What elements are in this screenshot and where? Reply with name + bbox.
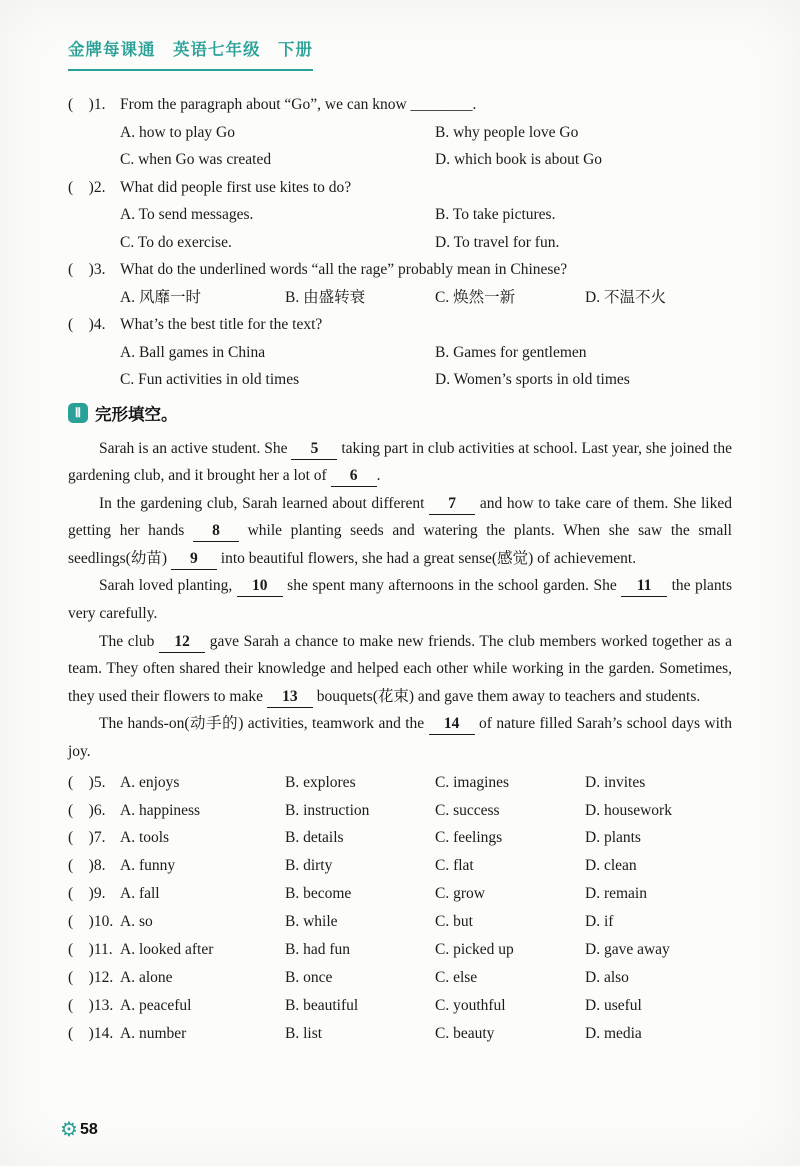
option: B. become: [285, 885, 352, 903]
answer-bracket: ( )10.: [68, 913, 114, 931]
answer-bracket: ( )8.: [68, 857, 106, 875]
option: B. dirty: [285, 857, 333, 875]
option: D. which book is about Go: [435, 151, 603, 168]
book-title: 金牌每课通 英语七年级 下册: [68, 36, 313, 71]
answer-bracket: ( )12.: [68, 968, 114, 986]
passage-text: bouquets(花束) and gave them away to teachers and students.: [312, 687, 701, 705]
passage-text: Sarah is an active student. She: [99, 439, 292, 457]
option: B. explores: [285, 773, 356, 791]
cloze-blank: 10: [237, 576, 283, 597]
option: A. funny: [120, 857, 176, 875]
page-number: 58: [79, 1121, 98, 1138]
page-footer: [60, 1120, 98, 1140]
cloze-section-title: 完形填空。: [95, 405, 178, 424]
answer-bracket: ( )7.: [68, 829, 106, 847]
option: B. To take pictures.: [435, 206, 556, 223]
page-header: [68, 36, 732, 71]
option: D. housework: [585, 801, 672, 819]
option: C. imagines: [435, 773, 510, 791]
answer-bracket: ( )2.: [68, 178, 106, 196]
passage-text: while planting seeds and watering the plants. When she saw the small seedlings(幼苗): [68, 522, 732, 567]
passage-text: In the gardening club, Sarah learned about different: [99, 494, 430, 512]
passage-text: Sarah loved planting,: [99, 577, 237, 595]
cloze-question-row: [68, 797, 732, 825]
answer-bracket: ( )9.: [68, 885, 106, 903]
section-number-badge: Ⅱ: [68, 403, 88, 423]
option: C. success: [435, 801, 500, 819]
cloze-blank: 11: [621, 576, 667, 597]
option: B. had fun: [285, 941, 351, 959]
passage-text: of nature filled Sarah’s school days with joy.: [68, 715, 732, 761]
passage-text: she spent many afternoons in the school garden. She: [282, 577, 622, 595]
option: D. clean: [585, 857, 637, 875]
cloze-blank: 13: [267, 687, 313, 708]
gear-icon: ⚙: [60, 1119, 78, 1141]
question-stem-line: [68, 91, 732, 119]
cloze-question-row: [68, 852, 732, 880]
option: C. To do exercise.: [120, 233, 232, 251]
passage-text: The club: [99, 632, 160, 650]
answer-bracket: ( )14.: [68, 1024, 114, 1042]
option: A. looked after: [120, 941, 214, 959]
option: D. plants: [585, 829, 641, 847]
option: D. if: [585, 913, 614, 931]
options-grid: [68, 201, 732, 256]
option: D. 不温不火: [585, 288, 666, 306]
option: C. flat: [435, 857, 474, 875]
option: C. picked up: [435, 941, 514, 959]
passage-text: and how to take care of them. She liked getting her hands: [68, 494, 732, 540]
passage-text: .: [376, 467, 381, 485]
passage-text: gave Sarah a chance to make new friends. The club members worked together as a team. They often shared their knowledge and helped each other while working in the garden. Sometimes, they used their flowers to make: [68, 632, 732, 705]
cloze-paragraph: [68, 628, 732, 711]
option: A. how to play Go: [120, 123, 235, 141]
cloze-paragraph: [68, 435, 732, 490]
option: A. fall: [120, 885, 160, 903]
cloze-question-row: [68, 880, 732, 908]
question-stem-line: [68, 311, 732, 339]
question-stem: What did people first use kites to do?: [120, 178, 352, 196]
answer-bracket: ( )6.: [68, 801, 106, 819]
option: A. peaceful: [120, 996, 192, 1014]
cloze-section-heading: [68, 401, 732, 425]
option: B. once: [285, 968, 333, 986]
cloze-paragraph: [68, 710, 732, 765]
answer-bracket: ( )13.: [68, 996, 114, 1014]
answer-bracket: ( )11.: [68, 941, 113, 959]
passage-text: taking part in club activities at school. Last year, she joined the gardening club, and it brought her a lot of: [68, 439, 732, 485]
cloze-question-row: [68, 936, 732, 964]
cloze-blank: 8: [193, 521, 239, 542]
option: A. happiness: [120, 801, 201, 819]
cloze-question-row: [68, 1020, 732, 1048]
option: C. else: [435, 968, 478, 986]
options-grid: [68, 284, 732, 312]
option: D. remain: [585, 885, 647, 903]
option: B. why people love Go: [435, 123, 579, 141]
option: B. instruction: [285, 801, 370, 819]
cloze-blank: 7: [429, 494, 475, 515]
cloze-question-row: [68, 992, 732, 1020]
cloze-blank: 6: [331, 466, 377, 487]
cloze-paragraph: [68, 572, 732, 627]
options-grid: [68, 339, 732, 394]
option: A. so: [120, 913, 153, 931]
option: B. list: [285, 1024, 323, 1042]
reading-questions-section: [68, 91, 732, 394]
option: D. Women’s sports in old times: [435, 371, 630, 388]
question-stem: From the paragraph about “Go”, we can know ________.: [120, 96, 477, 113]
passage-text: the plants very carefully.: [68, 577, 733, 623]
cloze-question-row: [68, 964, 732, 992]
option: C. youthful: [435, 996, 506, 1014]
answer-bracket: ( )3.: [68, 261, 106, 278]
option: C. feelings: [435, 829, 503, 847]
answer-bracket: ( )5.: [68, 773, 106, 791]
option: B. beautiful: [285, 996, 359, 1014]
option: D. also: [585, 968, 629, 986]
option: B. Games for gentlemen: [435, 343, 587, 361]
option: A. enjoys: [120, 773, 180, 791]
question-stem-line: [68, 174, 732, 202]
option: A. Ball games in China: [120, 343, 266, 361]
question-stem: What do the underlined words “all the rage” probably mean in Chinese?: [120, 261, 568, 278]
option: D. invites: [585, 773, 646, 791]
option: D. media: [585, 1024, 642, 1042]
cloze-blank: 5: [291, 439, 337, 460]
option: C. grow: [435, 885, 485, 903]
answer-bracket: ( )4.: [68, 316, 106, 333]
cloze-question-row: [68, 824, 732, 852]
question-stem: What’s the best title for the text?: [120, 316, 323, 333]
cloze-blank: 12: [159, 632, 205, 653]
answer-bracket: ( )1.: [68, 96, 106, 113]
option: C. beauty: [435, 1024, 495, 1042]
cloze-paragraph: [68, 490, 732, 573]
option: A. 风靡一时: [120, 288, 201, 306]
option: C. when Go was created: [120, 151, 272, 168]
option: A. To send messages.: [120, 206, 254, 223]
cloze-blank: 9: [171, 549, 217, 570]
option: D. gave away: [585, 941, 670, 959]
options-grid: [68, 119, 732, 174]
option: C. Fun activities in old times: [120, 371, 300, 388]
option: D. useful: [585, 996, 642, 1014]
option: C. 焕然一新: [435, 288, 516, 306]
option: B. while: [285, 913, 338, 931]
cloze-question-row: [68, 908, 732, 936]
option: A. number: [120, 1024, 187, 1042]
cloze-question-row: [68, 769, 732, 797]
option: B. details: [285, 829, 344, 847]
passage-text: The hands-on(动手的) activities, teamwork and the: [99, 715, 429, 733]
cloze-blank: 14: [429, 714, 475, 735]
option: C. but: [435, 913, 473, 931]
option: D. To travel for fun.: [435, 233, 560, 251]
passage-text: into beautiful flowers, she had a great sense(感觉) of achievement.: [216, 549, 637, 567]
question-stem-line: [68, 256, 732, 284]
option: A. tools: [120, 829, 170, 847]
option: A. alone: [120, 968, 173, 986]
option: B. 由盛转衰: [285, 288, 366, 306]
cloze-passage: [68, 435, 732, 766]
cloze-options-list: [68, 769, 732, 1048]
